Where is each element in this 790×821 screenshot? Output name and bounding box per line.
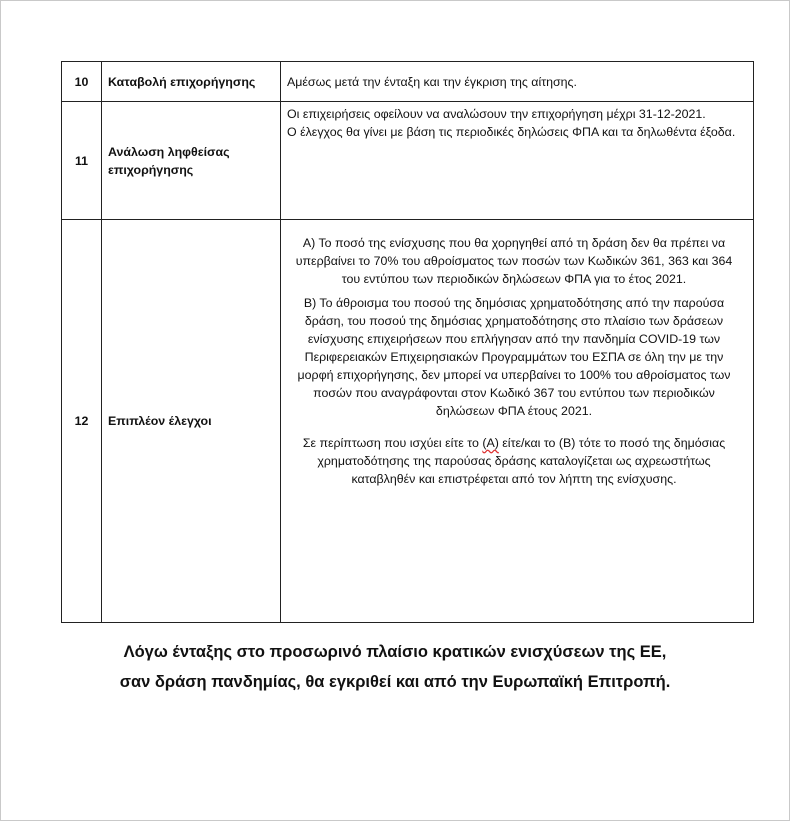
row-label: Ανάλωση ληφθείσας επιχορήγησης bbox=[102, 102, 281, 220]
row-label: Επιπλέον έλεγχοι bbox=[102, 220, 281, 623]
description-text: Οι επιχειρήσεις οφείλουν να αναλώσουν την επιχορήγηση μέχρι 31-12-2021. bbox=[287, 107, 706, 121]
paragraph-c-start: Σε περίπτωση που ισχύει είτε το bbox=[302, 436, 483, 450]
paragraph-a: Α) Το ποσό της ενίσχυσης που θα χορηγηθεί από τη δράση δεν θα πρέπει να υπερβαίνει το 70% του αθροίσματος των ποσών των Κωδικών 361, 363 και 364 του εντύπου των περιοδικών δηλώσεων ΦΠΑ για το έτος 2021. bbox=[295, 236, 733, 286]
row-number: 10 bbox=[62, 62, 102, 102]
row-number: 12 bbox=[62, 220, 102, 623]
spellcheck-marked-text: (Α) bbox=[482, 436, 499, 450]
row-number: 11 bbox=[62, 102, 102, 220]
row-description bbox=[281, 220, 754, 623]
table-row bbox=[62, 62, 754, 102]
footer-line: σαν δράση πανδημίας, θα εγκριθεί και από την Ευρωπαϊκή Επιτροπή. bbox=[119, 673, 671, 691]
description-text: Ο έλεγχος θα γίνει με βάση τις περιοδικές δηλώσεις ΦΠΑ και τα δηλωθέντα έξοδα. bbox=[287, 125, 736, 139]
table-row bbox=[62, 102, 754, 220]
footer-line: Λόγω ένταξης στο προσωρινό πλαίσιο κρατικών ενισχύσεων της ΕΕ, bbox=[123, 643, 667, 661]
table-row bbox=[62, 220, 754, 623]
row-label: Καταβολή επιχορήγησης bbox=[102, 62, 281, 102]
paragraph-b: Β) Το άθροισμα του ποσού της δημόσιας χρηματοδότησης από την παρούσα δράση, του ποσού της δημόσιας χρηματοδότησης στο πλαίσιο των δράσεων ενίσχυσης επιχειρήσεων που επλήγησαν από την πανδημία COVID-19 των Περιφερειακών Επιχειρησιακών Προγραμμάτων του ΕΣΠΑ σε όλη την με την μορφή επιχορήγησης, δεν μπορεί να υπερβαίνει το 100% του αθροίσματος των ποσών που αναγράφονται στον Κωδικό 367 του εντύπου των περιοδικών δηλώσεων ΦΠΑ έτους 2021. bbox=[297, 296, 731, 418]
footer-note bbox=[0, 637, 790, 697]
measures-table bbox=[61, 61, 754, 623]
row-description: Αμέσως μετά την ένταξη και την έγκριση της αίτησης. bbox=[281, 62, 754, 102]
paragraph-c bbox=[295, 434, 733, 488]
paragraph-c-end: είτε/και το (Β) τότε το ποσό της δημόσιας χρηματοδότησης της παρούσας δράσης καταλογίζεται ως αχρεωστήτως καταβληθέν και επιστρέφεται από τον λήπτη της ενίσχυσης. bbox=[317, 436, 726, 486]
row-description bbox=[281, 102, 754, 220]
